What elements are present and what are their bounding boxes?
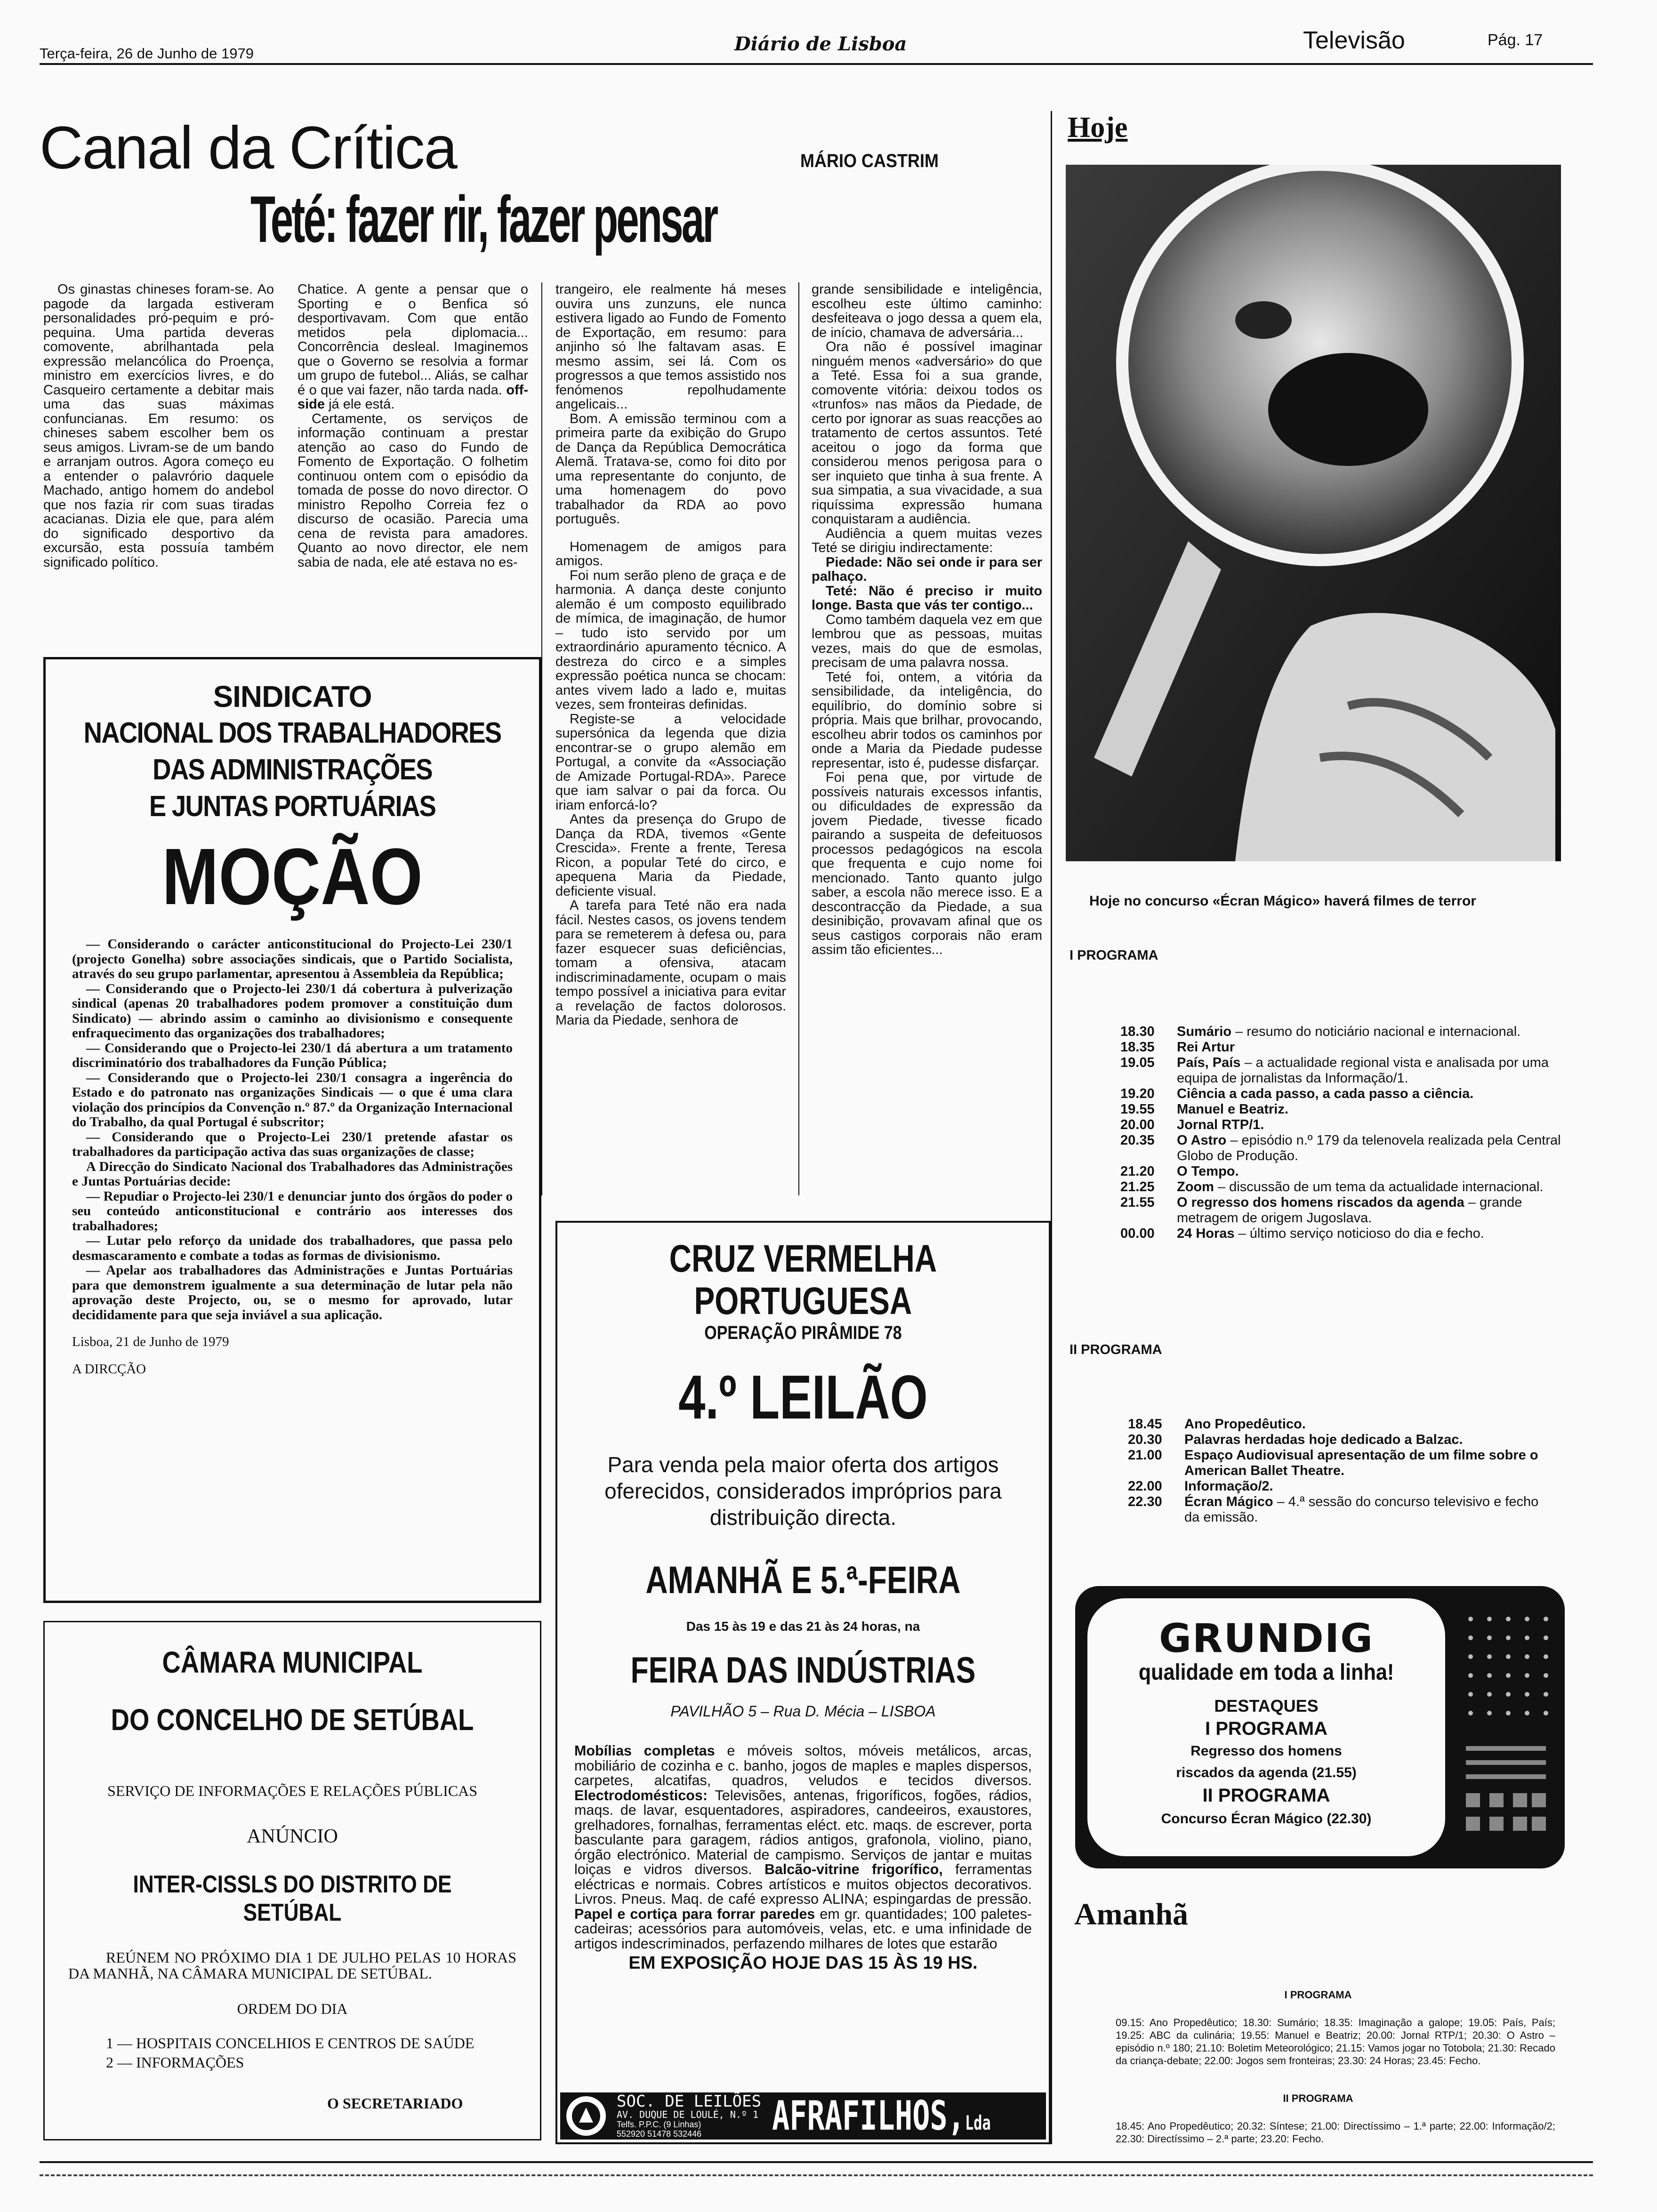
- article-paragraph: Registe-se a velocidade supersónica da legenda que dizia encontrar-se o grupo alemão em Portugal, a convite da «Associação de Amizade Portugal-RDA». Parece que iam salvar o pai da forca. Ou iriam enforcá-lo?: [555, 711, 786, 813]
- tv-listing: 21.25 Zoom – discussão de um tema da actualidade internacional.: [1120, 1179, 1544, 1194]
- column-rule: [798, 282, 799, 1195]
- article-column-1: [43, 282, 274, 640]
- camara-ordem: ORDEM DO DIA: [237, 2000, 348, 2017]
- photo-caption: Hoje no concurso «Écran Mágico» haverá filmes de terror: [1089, 893, 1476, 909]
- grundig-prog1-item: riscados da agenda (21.55): [1176, 1765, 1357, 1780]
- page-date: Terça-feira, 26 de Junho de 1979: [40, 45, 254, 62]
- tv-listing: 18.45 Ano Propedêutico.: [1128, 1417, 1306, 1432]
- article-column-2: [298, 282, 528, 640]
- article-paragraph: Homenagem de amigos para amigos.: [555, 539, 786, 569]
- amanha-prog1-text: 09.15: Ano Propedêutico; 18.30: Sumário; 18.35: Imaginação a galope; 19.05: País, País; 19.25: ABC da culinária; 19.55: Manuel e Beatriz; 20.00: Jornal RTP/1; 20.30: O Astro – episódio n.º 180; 21.10: Boletim Meteorológico; 21.15: Vamos jogar no Totobola; 21.30: Recado da criança-debate; 22.00: Jogos sem fronteiras; 23.30: 24 Horas; 23.45: Fecho.: [1116, 2017, 1555, 2067]
- magnifying-glass-photo: [1066, 165, 1561, 861]
- sindicato-title-line: DAS ADMINISTRAÇÕES: [153, 753, 432, 786]
- article-paragraph: Certamente, os serviços de informação continuam a prestar atenção ao caso do Fundo de Fomento de Exportação. O folhetim continuou ontem com o episódio da tomada de posse do novo director. O ministro Repolho Correia fez o discurso de ocasião. Parecia uma cena de revista para amadores. Quanto ao novo director, ele nem sabia de nada, ele até estava no es-: [298, 411, 528, 570]
- tv-listing: 00.00 24 Horas – último serviço noticioso do dia e fecho.: [1120, 1226, 1484, 1241]
- mocao-paragraph: — Apelar aos trabalhadores das Administrações e Juntas Portuárias para que demonstrem igualmente a sua determinação de lutar pela não aprovação deste Projecto, ou, se o mesmo for aprovado, lutar decididamente para que seja inviável a sua aplicação.: [72, 1263, 513, 1322]
- mocao-paragraph: A Direcção do Sindicato Nacional dos Trabalhadores das Administrações e Juntas Portuárias decide:: [72, 1159, 513, 1189]
- article-paragraph: Como também daquela vez em que lembrou que as pessoas, muitas vezes, mais do que de esmolas, precisam de uma palavra nossa.: [812, 612, 1042, 670]
- footer-rule: [40, 2161, 1593, 2163]
- article-paragraph: Os ginastas chineses foram-se. Ao pagode da largada estiveram personalidades pró-pequim e pró-pequina. Uma partida deveras comovente, abrilhantada pela expressão melancólica do Proença, ministro em exercícios livres, e do Casqueiro certamente a debitar mais uma das suas máximas confuncianas. Em resumo: os chineses sabem escolher bem os seus amigos. Livram-se de um bando e arranjam outros. Agora começo eu a entender o palavrório daquele Machado, antigo homem do andebol que nos fazia rir com suas tiradas acacianas. Dizia ele que, para além do significado desportivo da excursão, esta possuía também significado político.: [43, 282, 274, 570]
- tv-speaker-icon: [1456, 1605, 1555, 1850]
- prog2-list: [1128, 1417, 1552, 1525]
- afra-phones: 552920 51478 532446: [617, 2129, 702, 2139]
- newspaper-title: Diário de Lisboa: [734, 33, 907, 55]
- cruz-item-text: e móveis soltos, móveis metálicos, arcas, mobiliário de cozinha e c. banho, jogos de maples e maples dispersos, carpetes, alcatifas, quadros, veludos e tecidos diversos.: [574, 1743, 1032, 1788]
- article-headline: [250, 182, 957, 256]
- article-column-3: [555, 282, 786, 1195]
- camara-title-line: CÂMARA MUNICIPAL: [162, 1645, 423, 1679]
- article-paragraph: Antes da presença do Grupo de Dança da RDA, tivemos «Gente Crescida». Frente a frente, Teresa Ricon, a popular Teté do circo, e apequena Maria da Piedade, deficiente visual.: [555, 812, 786, 899]
- article-paragraph: Audiência a quem muitas vezes Teté se dirigiu indirectamente:: [812, 526, 1042, 555]
- sindicato-title-line: SINDICATO: [213, 680, 372, 713]
- afra-name: AFRAFILHOS,Lda: [772, 2092, 991, 2140]
- camara-item: 2 — INFORMAÇÕES: [106, 2054, 244, 2071]
- column-kicker: Canal da Crítica: [40, 114, 457, 182]
- camara-ad: [43, 1621, 541, 2140]
- prog2-label: II PROGRAMA: [1070, 1342, 1162, 1357]
- grundig-slogan: qualidade em toda a linha!: [1138, 1660, 1394, 1685]
- grundig-ad: [1075, 1586, 1565, 1868]
- afra-address: AV. DUQUE DE LOULÉ, N.º 1: [617, 2109, 759, 2120]
- mocao-paragraph: — Considerando que o Projecto-Lei 230/1 pretende afastar os trabalhadores da participação activa das suas organizações de classe;: [72, 1129, 513, 1159]
- author-byline: MÁRIO CASTRIM: [800, 151, 939, 171]
- camara-service: SERVIÇO DE INFORMAÇÕES E RELAÇÕES PÚBLICAS: [107, 1782, 477, 1799]
- dialogue-line: Teté: Não é preciso ir muito longe. Basta que vás ter contigo...: [812, 583, 1042, 613]
- article-paragraph: Foi num serão pleno de graça e de harmonia. A dança deste conjunto alemão é um composto equilibrado de mímica, de imaginação, de humor – tudo isto servido por um extraordinário apuramento técnico. A destreza do circo e a simples expressão poética nunca se chocam: antes vivem lado a lado e, muitas vezes, sem fronteiras definidas.: [555, 568, 786, 712]
- page-number: Pág. 17: [1488, 31, 1543, 49]
- article-paragraph: Bom. A emissão terminou com a primeira parte da exibição do Grupo de Dança da República Democrática Alemã. Tratava-se, como foi dito por uma representante do conjunto, de uma homenagem do povo trabalhador da RDA ao povo português.: [555, 411, 786, 527]
- tv-listing: 19.05 País, País – a actualidade regional vista e analisada por uma equipa de jornalistas da Informação/1.: [1120, 1055, 1549, 1086]
- tv-listing: 21.00 Espaço Audiovisual apresentação de um filme sobre o American Ballet Theatre.: [1128, 1448, 1538, 1478]
- photo-image: [1066, 165, 1561, 861]
- tv-listing: 21.55 O regresso dos homens riscados da agenda – grande metragem de origem Jugoslava.: [1120, 1195, 1522, 1226]
- mocao-paragraph: — Considerando que o Projecto-lei 230/1 dá cobertura à pulverização sindical (apenas 20 trabalhadores podem promover a constituição dum Sindicato) — abrindo assim o caminho ao divisionismo e consequente enfraquecimento das organizações dos trabalhadores;: [72, 981, 513, 1041]
- article-headline-text: Teté: fazer rir, fazer pensar: [250, 182, 717, 256]
- tv-listing: 21.20 O Tempo.: [1120, 1164, 1239, 1179]
- cruz-item-head: Electrodomésticos:: [574, 1787, 708, 1803]
- cruz-item-head: Papel e cortiça para forrar paredes: [574, 1906, 815, 1922]
- mocao-paragraph: — Repudiar o Projecto-lei 230/1 e denunciar junto dos órgãos do poder o seu conteúdo anticonstitucional e contrário aos interesses dos trabalhadores;: [72, 1188, 513, 1234]
- mocao-paragraph: — Considerando o carácter anticonstitucional do Projecto-Lei 230/1 (projecto Gonelha) sobre associações sindicais, que o Partido Socialista, através do seu grupo parlamentar, apresentou à Assembleia da República;: [72, 937, 513, 981]
- hoje-title: Hoje: [1068, 112, 1128, 144]
- article-paragraph: Foi pena que, por virtude de possíveis naturais excessos infantis, ou dificuldades de expressão da jovem Piedade, tivesse ficado pairando a suspeita de defeituosos processos pedagógicos na escola que frequenta e cujo nome foi mencionado. Tanto quanto julgo saber, a escola não merece isso. E a descontracção da Piedade, a sua desinibição, provavam afinal que os seus castigos corporais não eram assim tão eficientes...: [812, 770, 1042, 957]
- tv-listing: 22.00 Informação/2.: [1128, 1479, 1273, 1494]
- tv-listing: 20.30 Palavras herdadas hoje dedicado a Balzac.: [1128, 1432, 1463, 1447]
- article-paragraph: A tarefa para Teté não era nada fácil. Nestes casos, os jovens tendem para se remeterem à defesa ou, para fazer esquecer suas deficiências, tomam a ofensiva, atacam indiscriminadamente, ocupam o mais tempo possível a iniciativa para evitar a revelação de factos dolorosos. Maria da Piedade, senhora de: [555, 898, 786, 1028]
- afra-banner: [560, 2092, 1046, 2140]
- cruz-items: [574, 1744, 1032, 1951]
- mocao-date: Lisboa, 21 de Junho de 1979: [72, 1334, 229, 1349]
- footer-dashes: [40, 2174, 1593, 2176]
- amanha-prog2-text: 18.45: Ano Propedêutico; 20.32: Síntese; 21.00: Directíssimo – 1.ª parte; 22.00: Informação/2; 22.30: Directíssimo – 2.ª parte; 23.20: Fecho.: [1116, 2120, 1555, 2145]
- tv-listing: 22.30 Écran Mágico – 4.ª sessão do concurso televisivo e fecho da emissão.: [1128, 1494, 1539, 1525]
- prog1-list: [1120, 1024, 1563, 1242]
- article-paragraph: grande sensibilidade e inteligência, escolheu este último caminho: desfeiteava o jogo dessa a quem ela, de início, chamava de adversária...: [812, 282, 1042, 340]
- sindicato-ad: [43, 657, 541, 1603]
- cruz-item-text: ferramentas eléctricas e normais. Cobres artísticos e muitos objectos decorativos. Livros. Pneus. Maq. de café expresso ALINA; espingardas de pressão.: [574, 1861, 1032, 1907]
- mocao-paragraph: — Lutar pelo reforço da unidade dos trabalhadores, que passa pelo desmascaramento e combate a todas as formas de divisionismo.: [72, 1233, 513, 1263]
- grundig-prog1: I PROGRAMA: [1205, 1718, 1327, 1739]
- cruz-item-text: em gr. quantidades; 100 paletes-cadeiras; acessórios para automóveis, velas, etc. e uma infinidade de artigos indescriminados, perfazendo milhares de lotes que estarão: [574, 1906, 1032, 1952]
- cruz-horas: Das 15 às 19 e das 21 às 24 horas, na: [686, 1619, 920, 1634]
- cruz-feira: FEIRA DAS INDÚSTRIAS: [630, 1649, 976, 1691]
- camara-anuncio: ANÚNCIO: [247, 1826, 338, 1847]
- afra-phones-label: Telfs. P.P.C. (9 Linhas): [617, 2120, 701, 2129]
- camara-inter: INTER-CISSLS DO DISTRITO DE SETÚBAL: [133, 1871, 452, 1926]
- sindicato-body: [72, 937, 513, 1377]
- grundig-prog2: II PROGRAMA: [1202, 1785, 1330, 1806]
- cruz-expo: EM EXPOSIÇÃO HOJE DAS 15 ÀS 19 HS.: [628, 1953, 978, 1973]
- header-rule: [40, 63, 1593, 65]
- mocao-paragraph: — Considerando que o Projecto-lei 230/1 dá abertura a um tratamento discriminatório dos trabalhadores da Função Pública;: [72, 1040, 513, 1070]
- mocao-paragraph: — Considerando que o Projecto-lei 230/1 consagra a ingerência do Estado e do patronato nas organizações Sindicais — o que é uma clara violação dos princípios da Convenção n.º 87.º da Organização Internacional do Trabalho, da qual Portugal é subscritor;: [72, 1070, 513, 1130]
- grundig-prog2-item: Concurso Écran Mágico (22.30): [1161, 1811, 1372, 1827]
- afra-logo-icon: [560, 2093, 612, 2139]
- sindicato-title-line: E JUNTAS PORTUÁRIAS: [149, 790, 436, 823]
- cruz-title-line: PORTUGUESA: [694, 1280, 912, 1322]
- section-title: Televisão: [1303, 27, 1405, 54]
- amanha-title: Amanhã: [1074, 1897, 1189, 1931]
- tv-listing: 19.20 Ciência a cada passo, a cada passo a ciência.: [1120, 1086, 1474, 1101]
- cruz-item-head: Mobílias completas: [574, 1743, 715, 1759]
- tv-listing: 18.35 Rei Artur: [1120, 1040, 1235, 1055]
- article-paragraph: trangeiro, ele realmente há meses ouvira uns zunzuns, ele nunca estivera ligado ao Fundo de Fomento de Exportação, em resumo: para anjinho só lhe faltavam asas. E mesmo assim, sei lá. Com os progressos a que temos assistido nos fenómenos repolhudamente angelicais...: [555, 282, 786, 412]
- column-rule: [541, 282, 542, 1195]
- sindicato-title-line: NACIONAL DOS TRABALHADORES: [83, 717, 501, 749]
- cruz-para: Para venda pela maior oferta dos artigos oferecidos, considerados impróprios para distribuição directa.: [604, 1452, 1002, 1530]
- grundig-destaques: DESTAQUES: [1214, 1696, 1319, 1715]
- grundig-prog1-item: Regresso dos homens: [1190, 1743, 1342, 1759]
- amanha-prog1-label: I PROGRAMA: [1284, 1989, 1352, 2001]
- mocao-title: MOÇÃO: [162, 832, 423, 922]
- article-paragraph: Ora não é possível imaginar ninguém menos «adversário» do que a Teté. Essa foi a sua grande, comovente vitória: deixou todos os «trunfos» nas mãos da Piedade, de certo por ignorar as suas reacções ao tratamento de certos assuntos. Teté aceitou o jogo da forma que considerou menos perigosa para o ser inquieto que tinha à sua frente. A sua simpatia, a sua vivacidade, a sua riquíssima expressão humana conquistaram a audiência.: [812, 339, 1042, 527]
- afra-soc: SOC. DE LEILÕES: [617, 2092, 762, 2111]
- grundig-brand: GRUNDIG: [1158, 1615, 1374, 1661]
- cruz-operacao: OPERAÇÃO PIRÂMIDE 78: [704, 1322, 902, 1343]
- tv-listing: 20.00 Jornal RTP/1.: [1120, 1117, 1264, 1132]
- tv-listing: 20.35 O Astro – episódio n.º 179 da telenovela realizada pela Central Globo de Produção.: [1120, 1133, 1561, 1163]
- camara-signature: O SECRETARIADO: [327, 2095, 463, 2112]
- column-rule: [1051, 111, 1052, 2144]
- camara-title-line: DO CONCELHO DE SETÚBAL: [111, 1703, 474, 1737]
- article-paragraph: Chatice. A gente a pensar que o Sporting e o Benfica só desportivavam. Com que então metidos pela diplomacia... Concorrência desleal. Imaginemos que o Governo se resolvia a formar um grupo de futebol... Aliás, se calhar é o que vai fazer, não tarda nada. off-side já ele está.: [298, 282, 528, 412]
- mocao-signature: A DIRCÇÃO: [72, 1361, 146, 1377]
- amanha-prog2-label: II PROGRAMA: [1283, 2092, 1353, 2104]
- prog1-label: I PROGRAMA: [1070, 948, 1158, 963]
- cruz-item-head: Balcão-vitrine frigorífico,: [764, 1861, 943, 1877]
- dialogue-line: Piedade: Não sei onde ir para ser palhaço.: [812, 554, 1042, 584]
- article-column-4: [812, 282, 1042, 1195]
- cruz-item-text: Televisões, antenas, frigoríficos, fogões, rádios, maqs. de lavar, esquentadores, aspiradores, candeeiros, exaustores, grelhadores, fornalhas, ferramentas eléct. etc. maqs. de escrever, porta basculante para garagem, rádios antigos, grafonola, violino, piano, órgão electrónico. Material de campismo. Serviços de jantar e muitas loiças e vidros diversos.: [574, 1787, 1032, 1877]
- tv-listing: 19.55 Manuel e Beatriz.: [1120, 1102, 1288, 1117]
- article-paragraph: Teté foi, ontem, a vitória da sensibilidade, da inteligência, do equilíbrio, do domínio sobre si própria. Mais que brilhar, provocando, escolheu abrir todos os caminhos por onde a Maria da Piedade pudesse representar, isto é, pudesse disfarçar.: [812, 669, 1042, 771]
- tv-listing: 18.30 Sumário – resumo do noticiário nacional e internacional.: [1120, 1024, 1521, 1039]
- cruz-title-line: CRUZ VERMELHA: [669, 1237, 937, 1280]
- cruz-vermelha-ad: [555, 1221, 1051, 2144]
- cruz-pavilhao: PAVILHÃO 5 – Rua D. Mécia – LISBOA: [670, 1703, 936, 1720]
- camara-item: 1 — HOSPITAIS CONCELHIOS E CENTROS DE SAÚDE: [106, 2035, 475, 2052]
- leilao-title: 4.º LEILÃO: [678, 1362, 928, 1432]
- camara-body: REÚNEM NO PRÓXIMO DIA 1 DE JULHO PELAS 10 HORAS DA MANHÃ, NA CÂMARA MUNICIPAL DE SETÚBAL.: [68, 1949, 516, 1982]
- cruz-amanha: AMANHÃ E 5.ª-FEIRA: [645, 1559, 961, 1602]
